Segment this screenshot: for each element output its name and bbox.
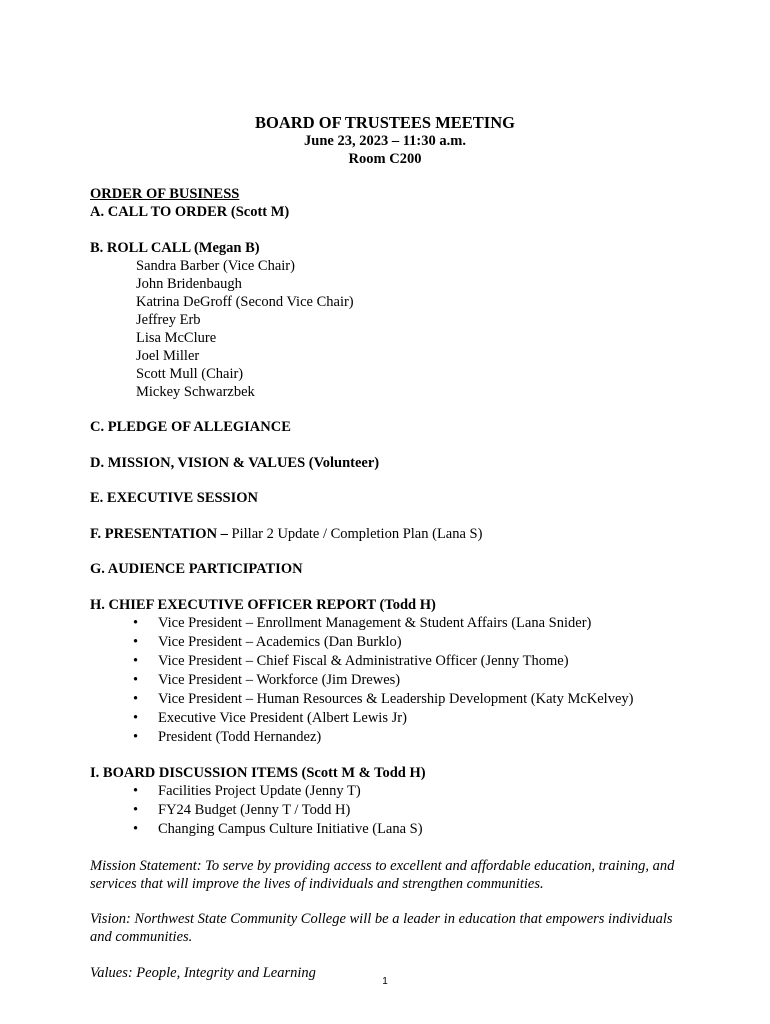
roll-call-name: Jeffrey Erb xyxy=(136,311,201,328)
list-item: • Vice President – Enrollment Management & Student Affairs (Lana Snider) xyxy=(133,614,592,631)
bullet-icon: • xyxy=(133,728,139,745)
list-item: • Vice President – Workforce (Jim Drewes) xyxy=(133,671,401,688)
list-item: • Vice President – Academics (Dan Burklo) xyxy=(133,633,402,650)
section-e-executive-session: E. EXECUTIVE SESSION xyxy=(90,490,259,506)
section-i-board-discussion: I. BOARD DISCUSSION ITEMS (Scott M & Todd H) xyxy=(90,765,426,781)
list-item: • President (Todd Hernandez) xyxy=(133,728,322,745)
section-c-pledge: C. PLEDGE OF ALLEGIANCE xyxy=(90,419,291,435)
list-item: • Facilities Project Update (Jenny T) xyxy=(133,783,361,799)
list-item: • FY24 Budget (Jenny T / Todd H) xyxy=(133,802,351,818)
section-b-roll-call: B. ROLL CALL (Megan B) xyxy=(90,239,260,256)
meeting-room: Room C200 xyxy=(348,151,422,167)
list-item: • Vice President – Human Resources & Leadership Development (Katy McKelvey) xyxy=(133,690,634,707)
agenda-content xyxy=(90,185,690,982)
list-item: • Changing Campus Culture Initiative (Lana S) xyxy=(133,821,423,837)
section-f-heading: F. PRESENTATION – xyxy=(90,525,228,542)
board-discussion-list xyxy=(90,782,690,839)
list-item: • Executive Vice President (Albert Lewis Jr) xyxy=(133,709,407,726)
section-a-call-to-order: A. CALL TO ORDER (Scott M) xyxy=(90,204,290,220)
section-h-ceo-report: H. CHIEF EXECUTIVE OFFICER REPORT (Todd H) xyxy=(90,596,436,613)
roll-call-name: Joel Miller xyxy=(136,347,200,364)
vision-statement: Vision: Northwest State Community College will be a leader in education that empowers individuals and communities. xyxy=(90,911,673,945)
section-g-audience-participation: G. AUDIENCE PARTICIPATION xyxy=(90,561,303,577)
values-statement: Values: People, Integrity and Learning xyxy=(90,964,316,981)
section-d-mission-vision-values: D. MISSION, VISION & VALUES (Volunteer) xyxy=(90,454,380,471)
roll-call-name: Scott Mull (Chair) xyxy=(136,365,244,382)
bullet-icon: • xyxy=(133,690,139,707)
roll-call-name: Katrina DeGroff (Second Vice Chair) xyxy=(136,293,354,310)
bullet-icon: • xyxy=(133,652,139,669)
roll-call-name: John Bridenbaugh xyxy=(136,275,242,292)
bullet-icon: • xyxy=(133,614,139,631)
roll-call-name: Lisa McClure xyxy=(136,329,217,346)
bullet-icon: • xyxy=(133,802,139,818)
bullet-icon: • xyxy=(133,633,139,650)
roll-call-name: Mickey Schwarzbek xyxy=(136,383,255,400)
bullet-icon: • xyxy=(133,821,139,837)
bullet-icon: • xyxy=(133,783,139,799)
section-f-detail: Pillar 2 Update / Completion Plan (Lana S) xyxy=(227,525,483,542)
bullet-icon: • xyxy=(133,709,139,726)
roll-call-name: Sandra Barber (Vice Chair) xyxy=(136,257,295,274)
mission-statement: Mission Statement: To serve by providing access to excellent and affordable education, training, and services that will improve the lives of individuals and strengthen communities. xyxy=(90,857,675,892)
section-f-presentation xyxy=(90,525,690,543)
bullet-icon: • xyxy=(133,671,139,688)
meeting-title: BOARD OF TRUSTEES MEETING xyxy=(255,113,515,132)
meeting-date-time: June 23, 2023 – 11:30 a.m. xyxy=(304,133,466,149)
page-number: 1 xyxy=(382,976,388,987)
list-item: • Vice President – Chief Fiscal & Administrative Officer (Jenny Thome) xyxy=(133,652,569,669)
order-of-business-heading: ORDER OF BUSINESS xyxy=(90,186,240,202)
ceo-report-list xyxy=(90,614,690,747)
